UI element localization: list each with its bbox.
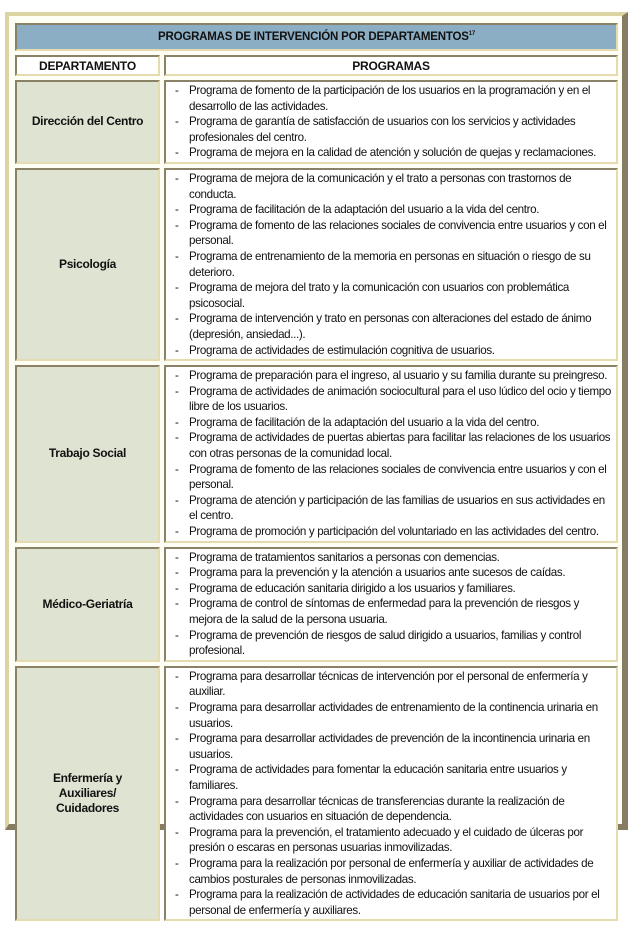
programs-list — [172, 171, 612, 358]
program-item: - Programa de mejora en la calidad de atención y solución de quejas y reclamaciones. — [172, 145, 612, 161]
program-item: - Programa de prevención de riesgos de salud dirigido a usuarios, familias y control profesional. — [172, 628, 612, 659]
program-item: - Programa de fomento de la participación de los usuarios en la programación y en el desarrollo de las actividades. — [172, 83, 612, 114]
programs-list — [172, 368, 612, 540]
programs-list — [172, 550, 612, 659]
footnote-ref: 17 — [468, 31, 475, 38]
program-item: - Programa para la realización por personal de enfermería y auxiliar de actividades de cambios posturales de personas inmovilizadas. — [172, 856, 612, 887]
table-row — [15, 547, 618, 662]
program-item: - Programa de actividades para fomentar la educación sanitaria entre usuarios y familiares. — [172, 762, 612, 793]
table-row — [15, 168, 618, 361]
programs-cell — [164, 666, 618, 922]
program-item: - Programa de tratamientos sanitarios a personas con demencias. — [172, 550, 612, 566]
programs-table — [15, 19, 618, 925]
program-item: - Programa de actividades de estimulación cognitiva de usuarios. — [172, 343, 612, 359]
program-item: - Programa para la prevención, el tratamiento adecuado y el cuidado de úlceras por presión o escaras en personas usuarias inmovilizadas. — [172, 825, 612, 856]
header-programs: PROGRAMAS — [164, 55, 618, 76]
program-item: - Programa para la realización de actividades de educación sanitaria de usuarios por el personal de enfermería y auxiliares. — [172, 887, 612, 918]
department-cell: Psicología — [15, 168, 160, 361]
program-item: - Programa de garantía de satisfacción de usuarios con los servicios y actividades profesionales del centro. — [172, 114, 612, 145]
programs-list — [172, 83, 612, 161]
programs-cell — [164, 80, 618, 164]
programs-cell — [164, 365, 618, 543]
program-item: - Programa de entrenamiento de la memoria en personas en situación o riesgo de su deterioro. — [172, 249, 612, 280]
header-department: DEPARTAMENTO — [15, 55, 160, 76]
program-item: - Programa para la prevención y la atención a usuarios ante sucesos de caídas. — [172, 565, 612, 581]
program-item: - Programa de educación sanitaria dirigido a los usuarios y familiares. — [172, 581, 612, 597]
program-item: - Programa de intervención y trato en personas con alteraciones del estado de ánimo (depresión, ansiedad...). — [172, 311, 612, 342]
program-item: - Programa de promoción y participación del voluntariado en las actividades del centro. — [172, 524, 612, 540]
department-cell: Enfermería y Auxiliares/ Cuidadores — [15, 666, 160, 922]
program-item: - Programa de actividades de puertas abiertas para facilitar las relaciones de los usuarios con otras personas de la comunidad local. — [172, 430, 612, 461]
header-row — [15, 55, 618, 76]
program-item: - Programa de atención y participación de las familias de usuarios en sus actividades en el centro. — [172, 493, 612, 524]
program-item: - Programa de actividades de animación sociocultural para el uso lúdico del ocio y tiempo libre de los usuarios. — [172, 384, 612, 415]
programs-cell — [164, 168, 618, 361]
program-item: - Programa de mejora de la comunicación y el trato a personas con trastornos de conducta. — [172, 171, 612, 202]
programs-list — [172, 669, 612, 919]
table-row — [15, 365, 618, 543]
program-item: - Programa de fomento de las relaciones sociales de convivencia entre usuarios y con el personal. — [172, 462, 612, 493]
table-row — [15, 80, 618, 164]
program-item: - Programa para desarrollar técnicas de intervención por el personal de enfermería y auxiliar. — [172, 669, 612, 700]
program-item: - Programa para desarrollar actividades de prevención de la incontinencia urinaria en usuarios. — [172, 731, 612, 762]
title-row — [15, 23, 618, 51]
table-frame — [5, 12, 628, 917]
table-title — [15, 23, 618, 51]
department-cell: Trabajo Social — [15, 365, 160, 543]
program-item: - Programa de facilitación de la adaptación del usuario a la vida del centro. — [172, 415, 612, 431]
programs-cell — [164, 547, 618, 662]
program-item: - Programa de preparación para el ingreso, al usuario y su familia durante su preingreso. — [172, 368, 612, 384]
program-item: - Programa para desarrollar actividades de entrenamiento de la continencia urinaria en usuarios. — [172, 700, 612, 731]
program-item: - Programa de fomento de las relaciones sociales de convivencia entre usuarios y con el personal. — [172, 218, 612, 249]
program-item: - Programa de mejora del trato y la comunicación con usuarios con problemática psicosocial. — [172, 280, 612, 311]
program-item: - Programa de control de síntomas de enfermedad para la prevención de riesgos y mejora de la salud de la persona usuaria. — [172, 596, 612, 627]
department-cell: Médico-Geriatría — [15, 547, 160, 662]
table-row — [15, 666, 618, 922]
program-item: - Programa para desarrollar técnicas de transferencias durante la realización de actividades con usuarios en situación de dependencia. — [172, 794, 612, 825]
department-cell: Dirección del Centro — [15, 80, 160, 164]
table-title-text: PROGRAMAS DE INTERVENCIÓN POR DEPARTAMENTOS — [158, 31, 469, 43]
program-item: - Programa de facilitación de la adaptación del usuario a la vida del centro. — [172, 202, 612, 218]
